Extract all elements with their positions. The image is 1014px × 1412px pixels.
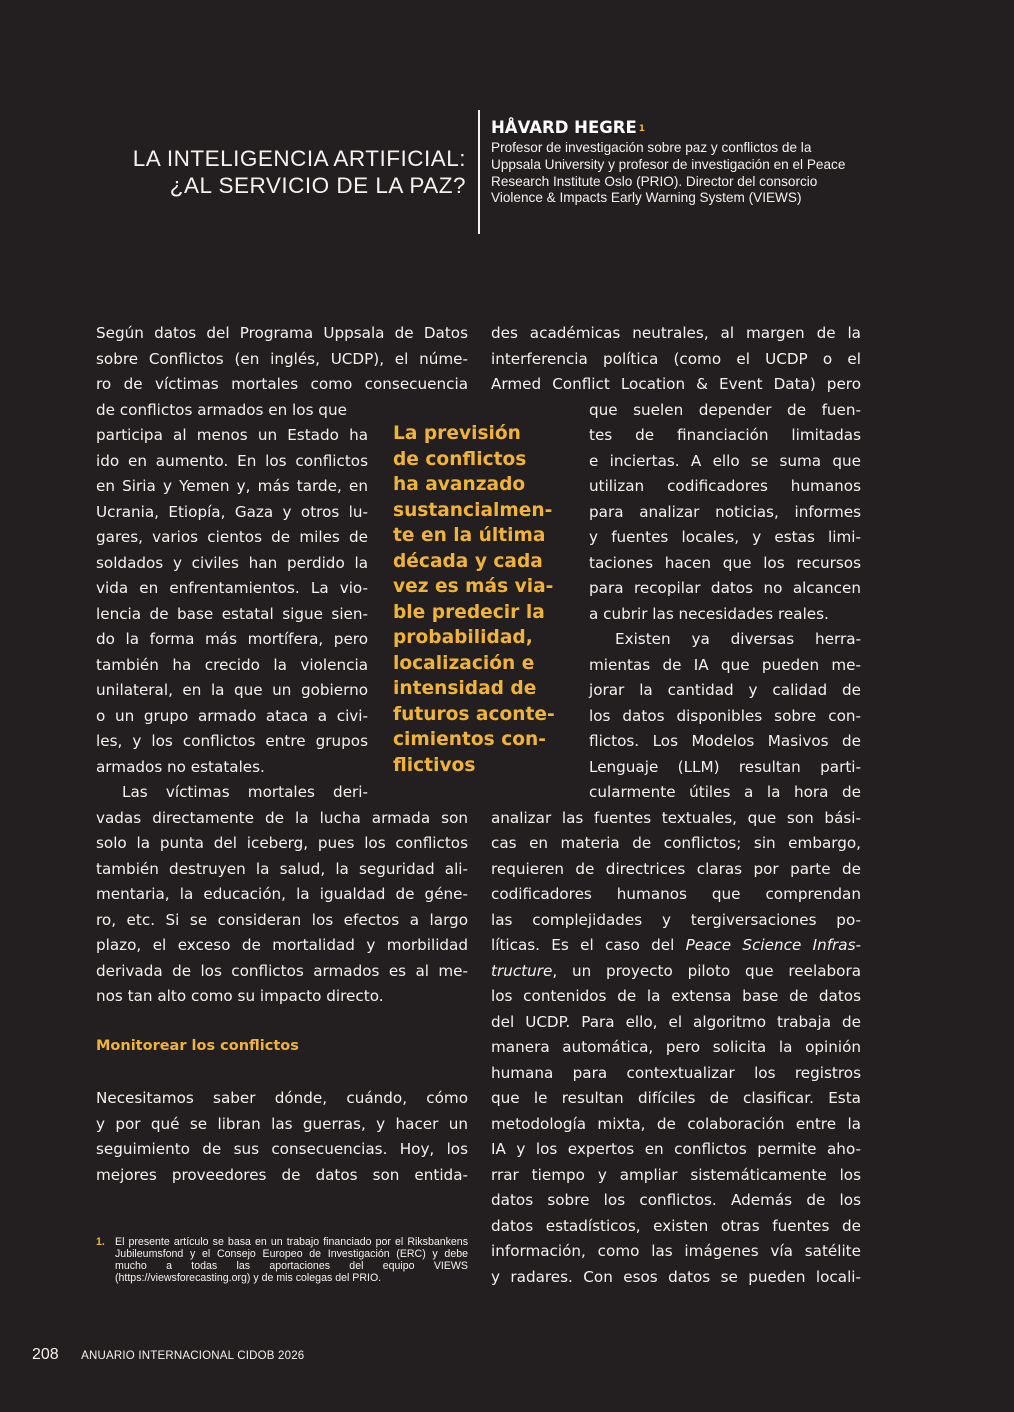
pull-quote-line: sustancialmen- [393,499,553,521]
pull-quote-line: La previsión [393,423,521,444]
body-line: también destruyen la salud, la seguridad ali- [96,859,468,878]
body-line: participa al menos un Estado ha [96,426,368,444]
right-column-bottom [491,806,861,1291]
body-line: Ucrania, Etiopía, Gaza y otros lu- [96,502,368,521]
body-line: información, como las imágenes vía satélite [491,1242,861,1260]
body-line: interferencia política (como el UCDP o el [491,349,861,368]
page-footer [32,1346,304,1364]
body-line: tes de financiación limitadas [589,426,861,444]
body-line: para analizar noticias, informes [589,502,861,521]
body-line: armados no estatales. [96,757,265,776]
author-block [491,118,861,207]
body-line: do la forma más mortífera, pero [96,630,368,648]
body-line: vadas directamente de la lucha armada son [96,808,468,827]
body-line: mentaria, la educación, la igualdad de géne- [96,885,468,903]
section-heading: Monitorear los conflictos [96,1038,299,1054]
title-line-1: LA INTELIGENCIA ARTIFICIAL: [132,146,466,171]
pull-quote-line: cimientos con- [393,729,546,750]
body-line: lencia de base estatal sigue sien- [96,604,368,623]
pull-quote-line: futuros aconte- [393,703,555,725]
body-line: Existen ya diversas herra- [615,630,861,648]
body-line: unilateral, en la que un gobierno [96,681,368,699]
body-line: que le resultan difíciles de clasificar. Esta [491,1089,861,1107]
right-column-top [491,321,861,398]
body-line: Según datos del Programa Uppsala de Datos [96,324,468,342]
author-name [491,118,861,138]
pull-quote-line: intensidad de [393,678,537,699]
author-bio: Profesor de investigación sobre paz y conflictos de la Uppsala University y profesor de investigación en el Peace Research Institute Oslo (PRIO). Director del consorcio Violence & Impacts Early Warning System (VIEWS) [491,140,846,206]
body-line: IA y los expertos en conflictos permite aho- [491,1140,861,1158]
body-line: también ha crecido la violencia [96,655,368,674]
body-line: rrar tiempo y ampliar sistemáticamente los [491,1165,861,1184]
pull-quote-line: te en la última [393,525,546,546]
body-line: Lenguaje (LLM) resultan parti- [589,757,861,776]
pull-quote-line: probabilidad, [393,627,533,648]
left-column-top [96,321,468,398]
body-line: manera automática, pero solicita la opinión [491,1038,861,1056]
body-line: mejores proveedores de datos son entida- [96,1165,468,1184]
body-line: solo la punta del iceberg, pues los conflictos [96,834,468,852]
body-line: Armed Conflict Location & Event Data) pero [491,375,861,393]
body-line: seguimiento de sus consecuencias. Hoy, los [96,1140,468,1158]
body-line: mientas de IA que pueden me- [589,655,861,674]
body-line: analizar las fuentes textuales, que son bási- [491,808,861,827]
body-line: los datos disponibles sobre con- [589,706,861,725]
body-line: derivada de los conflictos armados es al me- [96,961,468,980]
body-line: y fuentes locales, y estas limi- [589,528,861,546]
italic-title: tructure [491,961,553,980]
body-line: requieren de directrices claras por parte de [491,859,861,878]
body-text: , un proyecto piloto que reelabora [552,961,861,980]
body-line: jorar la cantidad y calidad de [589,681,861,699]
author-name-text: HÅVARD HEGRE [491,118,637,137]
body-line-with-italic [491,959,861,985]
body-line-with-italic [491,933,861,959]
pull-quote-line: ble predecir la [393,601,545,623]
body-line: flictos. Los Modelos Masivos de [589,732,861,750]
body-line: ro, etc. Si se consideran los efectos a largo [96,910,468,929]
body-line: humana para contextualizar los registros [491,1063,861,1082]
body-line: les, y los conflictos entre grupos [96,732,368,750]
body-line: en Siria y Yemen y, más tarde, en [96,477,368,495]
right-column-narrow [589,398,861,806]
body-line: ido en aumento. En los conflictos [96,451,368,470]
pull-quote-line: ha avanzado [393,474,526,495]
header-divider [478,110,480,234]
publication-name: ANUARIO INTERNACIONAL CIDOB 2026 [81,1350,305,1362]
left-column-narrow [96,398,368,806]
body-line: ro de víctimas mortales como consecuencia [96,375,468,393]
article-title [100,145,466,199]
body-line: de conflictos armados en los que [96,400,347,419]
body-text: líticas. Es el caso del [491,936,686,954]
left-column-section [96,1086,468,1188]
body-line: vida en enfrentamientos. La vio- [96,579,368,597]
pull-quote-line: década y cada [393,550,543,572]
body-line: soldados y civiles han perdido la [96,553,368,572]
body-line: cas en materia de conflictos; sin embargo, [491,834,861,852]
pull-quote-line: localización e [393,652,535,674]
pull-quote-line: flictivos [393,754,476,776]
body-line: que suelen depender de fuen- [589,400,861,419]
body-line: gares, varios cientos de miles de [96,528,368,546]
body-line: e inciertas. A ello se suma que [589,451,861,470]
pull-quote-line: vez es más via- [393,576,554,597]
italic-title: Peace Science Infras- [685,936,861,954]
body-line: a cubrir las necesidades reales. [589,604,829,623]
body-line: las complejidades y tergiversaciones po- [491,910,861,929]
body-line: datos sobre los conflictos. Además de los [491,1191,861,1209]
body-line: utilizan codificadores humanos [589,477,861,495]
body-line: los contenidos de la extensa base de datos [491,987,861,1005]
left-column-bottom [96,806,468,1010]
body-line: des académicas neutrales, al margen de la [491,324,861,342]
body-line: plazo, el exceso de mortalidad y morbilidad [96,936,468,954]
body-line: datos estadísticos, existen otras fuentes de [491,1216,861,1235]
footnote-text: El presente artículo se basa en un trabajo financiado por el Riksbankens Jubileumsfond y el Consejo Europeo de Investigación (ERC) y debe mucho a todas las aportaciones del equipo VIEWS (https://viewsforecasting.org) y de mis colegas del PRIO. [115,1236,468,1284]
footnote [96,1236,468,1284]
footnote-number: 1. [96,1236,105,1248]
body-line: taciones hacen que los recursos [589,553,861,572]
body-line: metodología mixta, de colaboración entre la [491,1114,861,1133]
body-line: o un grupo armado ataca a civi- [96,706,368,725]
body-line: cularmente útiles a la hora de [589,783,861,801]
page-number: 208 [32,1346,59,1363]
title-line-2: ¿AL SERVICIO DE LA PAZ? [169,173,466,198]
body-line: y por qué se libran las guerras, y hacer un [96,1114,468,1133]
body-line: codificadores humanos que comprendan [491,885,861,903]
body-line: sobre Conflictos (en inglés, UCDP), el núme- [96,349,468,368]
body-line: Necesitamos saber dónde, cuándo, cómo [96,1089,468,1107]
footnote-marker[interactable]: 1 [638,124,646,134]
body-line: para recopilar datos no alcancen [589,579,861,597]
body-line: nos tan alto como su impacto directo. [96,987,384,1005]
pull-quote [393,421,573,778]
body-line: Las víctimas mortales deri- [122,783,368,801]
body-line: y radares. Con esos datos se pueden locali- [491,1267,861,1286]
pull-quote-line: de conflictos [393,448,527,470]
body-line: del UCDP. Para ello, el algoritmo trabaja de [491,1012,861,1031]
